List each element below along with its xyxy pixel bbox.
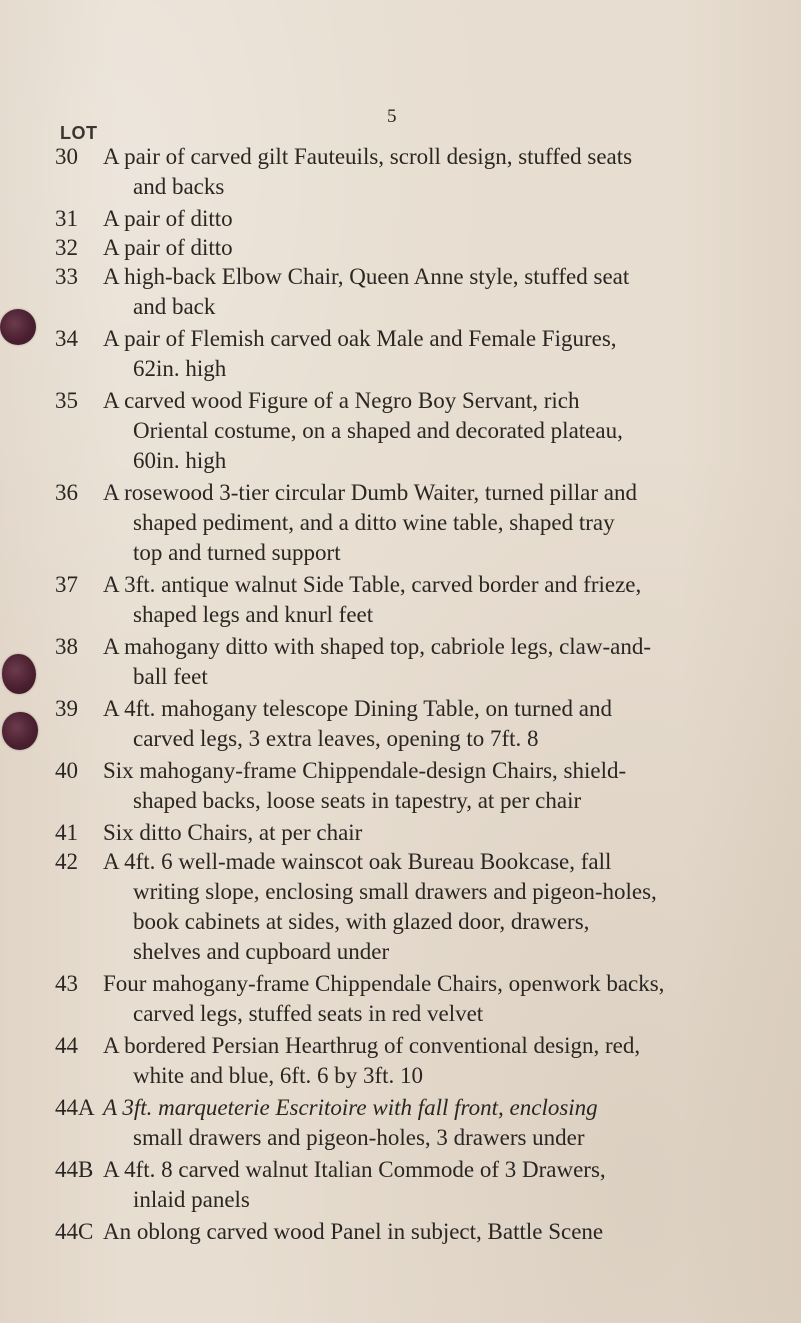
lot-description bbox=[103, 1217, 793, 1247]
description-line: A pair of ditto bbox=[103, 235, 233, 260]
lot-description bbox=[103, 694, 793, 754]
description-line: book cabinets at sides, with glazed door, drawers, bbox=[133, 909, 590, 934]
description-line: shaped legs and knurl feet bbox=[133, 602, 374, 627]
lot-description bbox=[103, 570, 793, 630]
description-line: 62in. high bbox=[133, 356, 227, 381]
description-line: shaped pediment, and a ditto wine table, shaped tray bbox=[133, 510, 615, 535]
description-line: A 3ft. marqueterie Escritoire with fall front, enclosing bbox=[103, 1095, 598, 1120]
description-line: inlaid panels bbox=[133, 1187, 250, 1212]
lot-number: 36 bbox=[55, 480, 78, 505]
description-line: A pair of carved gilt Fauteuils, scroll design, stuffed seats bbox=[103, 144, 633, 169]
lot-number: 31 bbox=[55, 206, 78, 231]
lot-number: 34 bbox=[55, 326, 78, 351]
lot-description bbox=[103, 756, 793, 816]
description-line: An oblong carved wood Panel in subject, Battle Scene bbox=[103, 1219, 604, 1244]
lot-number: 42 bbox=[55, 849, 78, 874]
lot-number: 44C bbox=[55, 1219, 94, 1244]
lot-number: 33 bbox=[55, 264, 78, 289]
lot-description bbox=[103, 1155, 793, 1215]
description-line: A 4ft. mahogany telescope Dining Table, on turned and bbox=[103, 696, 612, 721]
description-line: Oriental costume, on a shaped and decorated plateau, bbox=[133, 418, 623, 443]
lot-number: 35 bbox=[55, 388, 78, 413]
lot-description bbox=[103, 204, 793, 234]
description-line: 60in. high bbox=[133, 448, 227, 473]
description-line: A 3ft. antique walnut Side Table, carved border and frieze, bbox=[103, 572, 642, 597]
lot-description bbox=[103, 142, 793, 202]
lot-number: 30 bbox=[55, 144, 78, 169]
lot-number: 39 bbox=[55, 696, 78, 721]
description-line: and backs bbox=[133, 174, 225, 199]
description-line: A carved wood Figure of a Negro Boy Servant, rich bbox=[103, 388, 580, 413]
lot-number: 43 bbox=[55, 971, 78, 996]
lot-number: 41 bbox=[55, 820, 78, 845]
lot-number: 32 bbox=[55, 235, 78, 260]
lot-description bbox=[103, 969, 793, 1029]
description-line: A high-back Elbow Chair, Queen Anne style, stuffed seat bbox=[103, 264, 630, 289]
description-line: A 4ft. 6 well-made wainscot oak Bureau Bookcase, fall bbox=[103, 849, 612, 874]
lot-number: 38 bbox=[55, 634, 78, 659]
description-line: A mahogany ditto with shaped top, cabriole legs, claw-and- bbox=[103, 634, 652, 659]
binding-hole-mark bbox=[0, 309, 36, 345]
lot-number: 44B bbox=[55, 1157, 94, 1182]
lot-number: 44A bbox=[55, 1095, 95, 1120]
lot-number: 40 bbox=[55, 758, 78, 783]
lot-description bbox=[103, 1093, 793, 1153]
binding-hole-mark bbox=[2, 654, 36, 694]
lot-description bbox=[103, 386, 793, 476]
lot-column-header: LOT bbox=[60, 123, 98, 143]
description-line: A bordered Persian Hearthrug of conventional design, red, bbox=[103, 1033, 641, 1058]
lot-description bbox=[103, 632, 793, 692]
description-line: top and turned support bbox=[133, 540, 341, 565]
description-line: A pair of ditto bbox=[103, 206, 233, 231]
description-line: shelves and cupboard under bbox=[133, 939, 390, 964]
binding-hole-mark bbox=[2, 712, 38, 750]
description-line: Four mahogany-frame Chippendale Chairs, openwork backs, bbox=[103, 971, 665, 996]
description-line: carved legs, 3 extra leaves, opening to 7ft. 8 bbox=[133, 726, 539, 751]
description-line: Six ditto Chairs, at per chair bbox=[103, 820, 363, 845]
description-line: A pair of Flemish carved oak Male and Female Figures, bbox=[103, 326, 617, 351]
description-line: white and blue, 6ft. 6 by 3ft. 10 bbox=[133, 1063, 424, 1088]
lot-description bbox=[103, 262, 793, 322]
lot-number: 44 bbox=[55, 1033, 78, 1058]
lot-description bbox=[103, 847, 793, 967]
description-line: shaped backs, loose seats in tapestry, at per chair bbox=[133, 788, 582, 813]
lot-description bbox=[103, 233, 793, 263]
page-number: 5 bbox=[387, 106, 397, 127]
lot-description bbox=[103, 1031, 793, 1091]
description-line: A rosewood 3-tier circular Dumb Waiter, turned pillar and bbox=[103, 480, 637, 505]
description-line: A 4ft. 8 carved walnut Italian Commode of 3 Drawers, bbox=[103, 1157, 606, 1182]
description-line: ball feet bbox=[133, 664, 208, 689]
description-line: writing slope, enclosing small drawers and pigeon-holes, bbox=[133, 879, 657, 904]
description-line: and back bbox=[133, 294, 216, 319]
lot-number: 37 bbox=[55, 572, 78, 597]
description-line: Six mahogany-frame Chippendale-design Chairs, shield- bbox=[103, 758, 627, 783]
description-line: small drawers and pigeon-holes, 3 drawers under bbox=[133, 1125, 585, 1150]
lot-description bbox=[103, 324, 793, 384]
lot-description bbox=[103, 818, 793, 848]
description-line: carved legs, stuffed seats in red velvet bbox=[133, 1001, 484, 1026]
lot-description bbox=[103, 478, 793, 568]
